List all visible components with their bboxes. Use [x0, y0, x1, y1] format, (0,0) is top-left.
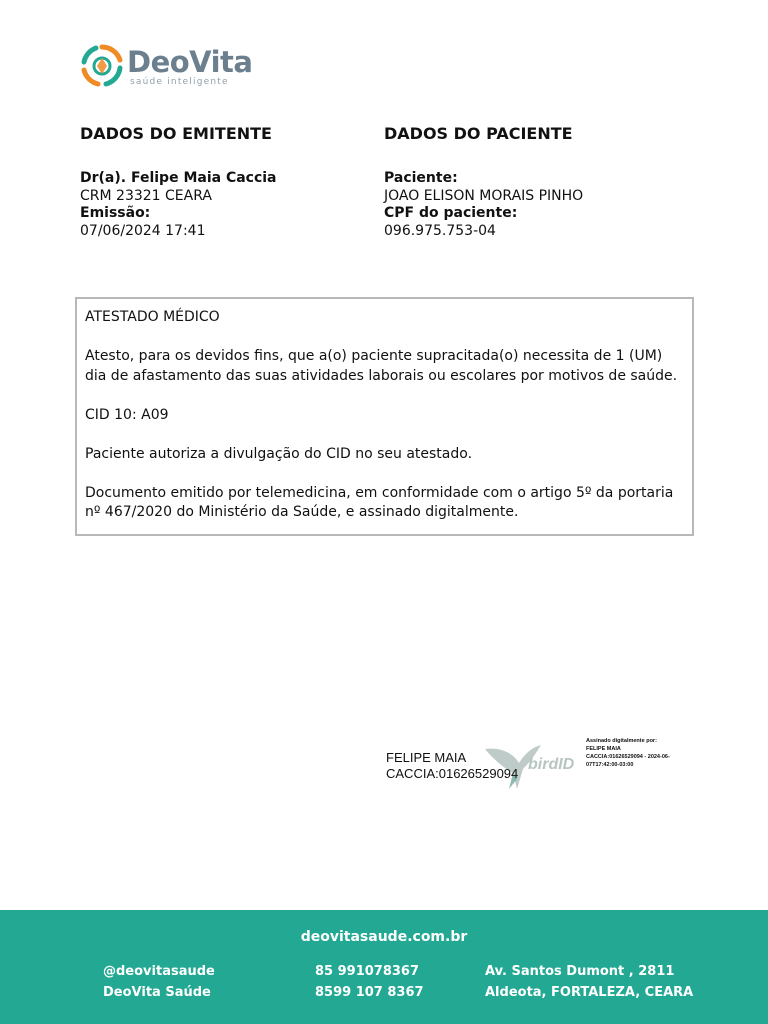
patient-cpf-label: CPF do paciente: — [384, 205, 518, 221]
footer-phone-1[interactable]: 85 991078367 — [315, 964, 420, 979]
atestado-title: ATESTADO MÉDICO — [85, 309, 220, 325]
patient-cpf-value: 096.975.753-04 — [384, 222, 496, 239]
digital-signature — [386, 735, 676, 795]
paciente-section — [384, 123, 583, 240]
doctor-name: Dr(a). Felipe Maia Caccia — [80, 170, 277, 186]
patient-name-label: Paciente: — [384, 170, 458, 186]
footer-website-link[interactable]: deovitasaude.com.br — [300, 929, 468, 945]
signature-note: Assinado digitalmente por: FELIPE MAIA CACCIA:01626529094 - 2024-06-07T17:42:00-03:00 — [586, 738, 670, 768]
footer-address-line1: Av. Santos Dumont , 2811 — [485, 964, 675, 979]
signature-name-line1: FELIPE MAIA — [386, 750, 467, 765]
signature-name — [386, 750, 518, 782]
emissao-label: Emissão: — [80, 205, 151, 221]
deovita-logo-mark-icon — [80, 44, 124, 88]
birdid-stamp-label: birdID — [528, 756, 575, 773]
footer-phone-2[interactable]: 8599 107 8367 — [315, 985, 424, 1000]
logo-wordmark: DeoVita — [127, 45, 253, 79]
footer-phones — [315, 961, 424, 1003]
doctor-crm: CRM 23321 CEARA — [80, 187, 212, 204]
deovita-logo — [80, 42, 253, 90]
footer-address — [485, 961, 693, 1003]
atestado-cid: CID 10: A09 — [85, 406, 169, 423]
signature-name-line2: CACCIA:01626529094 — [386, 766, 519, 781]
atestado-paragraph-telemedicine: Documento emitido por telemedicina, em conformidade com o artigo 5º da portaria nº 467/2020 do Ministério da Saúde, e assinado digitalmente. — [85, 484, 674, 520]
emitente-section — [80, 123, 277, 240]
emissao-value: 07/06/2024 17:41 — [80, 222, 206, 239]
patient-name-value: JOAO ELISON MORAIS PINHO — [384, 187, 584, 204]
emitente-heading: DADOS DO EMITENTE — [80, 124, 272, 143]
footer — [0, 910, 768, 1024]
atestado-paragraph-consent: Paciente autoriza a divulgação do CID no seu atestado. — [85, 445, 473, 462]
footer-social-name: DeoVita Saúde — [103, 985, 211, 1000]
atestado-paragraph-leave: Atesto, para os devidos fins, que a(o) paciente supracitada(o) necessita de 1 (UM) dia de afastamento das suas atividades laborais ou escolares por motivos de saúde. — [85, 348, 678, 384]
logo-tagline: saúde inteligente — [130, 77, 229, 87]
paciente-heading: DADOS DO PACIENTE — [384, 124, 573, 143]
footer-social-handle[interactable]: @deovitasaude — [103, 964, 215, 979]
footer-social — [103, 961, 215, 1003]
footer-address-line2: Aldeota, FORTALEZA, CEARA — [485, 985, 694, 1000]
atestado-box — [75, 297, 694, 536]
